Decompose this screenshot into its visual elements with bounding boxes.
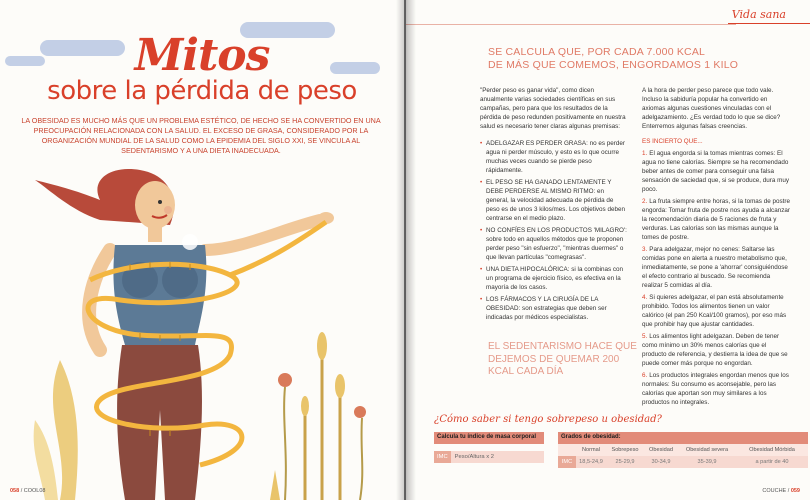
- headline-line-1: SE CALCULA QUE, POR CADA 7.000 KCAL: [488, 46, 706, 58]
- face: [135, 181, 175, 229]
- column-header: Obesidad severa: [685, 447, 729, 453]
- list-item-text: Los productos integrales engordan menos que los normales: Su consumo es aconsejable, pero las calorías que aportan son muy similares a los productos no integrales.: [642, 372, 789, 406]
- list-item-number: 1.: [642, 150, 648, 157]
- table-key: IMC: [558, 456, 576, 468]
- article-title: Mitos: [134, 30, 270, 81]
- list-item-text: en general, la velocidad adecuada de pérdida de peso es de unos 3 kilos/mes. Los objetivos deben centrarse en el medio plazo.: [486, 188, 625, 222]
- table-key: IMC: [434, 451, 451, 463]
- bmi-formula-table: [434, 432, 544, 463]
- myths-list: [642, 149, 792, 407]
- table-cell: 25-29,9: [615, 459, 635, 465]
- premises-list: [480, 139, 628, 322]
- list-item: [480, 226, 628, 262]
- article-subtitle: sobre la pérdida de peso: [47, 76, 357, 106]
- section-tab: [728, 6, 810, 24]
- column-right-intro: A la hora de perder peso parece que todo vale. Incluso la sabiduría popular ha convertido en axiomas algunas cuestiones vinculadas con el adelgazamiento. ¿Es verdad todo lo que se dice? Enterremos algunas falsas creencias.: [642, 87, 781, 130]
- table-cell: a partir de 40: [755, 459, 789, 465]
- list-item-text: La fruta siempre entre horas, si la tomas de postre engorda: Tomar fruta de postre nos ayuda a alcanzar la recomendación diaria de 5 raciones de fruta y verduras. Las calorías son las mismas aunque la tomes de postre.: [642, 198, 790, 241]
- list-item: [480, 139, 628, 175]
- column-header: Normal: [581, 447, 601, 453]
- column-right: [642, 86, 792, 410]
- table-header: Calcula tu índice de masa corporal: [434, 432, 544, 444]
- plant-right: [270, 332, 366, 500]
- myths-heading: ES INCIERTO QUE...: [642, 138, 703, 145]
- list-item-text: si la combinas con un programa de ejercicio físico, es efectiva en la mayoría de los casos.: [486, 266, 624, 291]
- plant-left: [34, 360, 78, 500]
- list-item: [480, 178, 628, 223]
- table-cell: 18,5-24,9: [579, 459, 603, 465]
- list-item-lead: LOS FÁRMACOS Y LA CIRUGÍA DE LA OBESIDAD:: [486, 296, 599, 312]
- left-page: [0, 0, 404, 500]
- quiz-title: ¿Cómo saber si tengo sobrepeso u obesidad?: [434, 414, 662, 425]
- table-row: [434, 451, 544, 463]
- table-cell: 30-34,9: [651, 459, 671, 465]
- column-left: [480, 86, 628, 325]
- list-item: [480, 265, 628, 292]
- table-cell: 35-39,9: [697, 459, 717, 465]
- obesity-grades-table: [558, 432, 808, 468]
- headline-line-2: DE MÁS QUE COMEMOS, ENGORDAMOS 1 KILO: [488, 59, 739, 71]
- section-rule: [406, 24, 736, 25]
- list-item-text: sobre todo en aquellos métodos que te proponen perder peso "sin esfuerzo", "mientras duermes" o que llevan partículas "comegrasas".: [486, 236, 624, 261]
- column-header: Obesidad Mórbida: [749, 447, 795, 453]
- pull-quote: EL SEDENTARISMO HACE QUE DEJEMOS DE QUEMAR 200 KCAL CADA DÍA: [488, 341, 637, 377]
- list-item: [642, 293, 792, 329]
- column-header: Sobrepeso: [611, 447, 639, 453]
- list-item-number: 2.: [642, 198, 648, 205]
- woman-measuring-tape-illustration: [30, 150, 400, 500]
- column-left-intro: "Perder peso es ganar vida", como dicen anualmente varias sociedades científicas en sus campañas, pero para que los resultados de la pérdida de peso redunden positivamente en nuestra salud es necesario tener claras algunas premisas:: [480, 87, 626, 130]
- list-item-lead: NO CONFÍES EN LOS PRODUCTOS 'MILAGRO':: [486, 227, 627, 234]
- column-header: Obesidad: [649, 447, 673, 453]
- table-header: Grados de obesidad:: [558, 432, 808, 444]
- list-item-text: no es perder agua ni perder músculo, y esto es lo que ocurre muchas veces cuando se pierde peso rápidamente.: [486, 140, 625, 174]
- list-item-text: El agua engorda si la tomas mientras comes: El agua no tiene calorías. Siempre se ha recomendado beber antes de comer para conseguir una falsa sensación de saciedad que, si se produce, dura muy poco.: [642, 150, 790, 193]
- list-item-text: son estrategias que deben ser indicadas por médicos especialistas.: [486, 305, 607, 321]
- right-page: [406, 0, 810, 500]
- list-item: [642, 245, 792, 290]
- list-item-number: 4.: [642, 294, 648, 301]
- table-columns: [558, 444, 808, 456]
- right-folio: COUCHE / 059: [762, 488, 800, 494]
- list-item: [642, 332, 792, 368]
- top: [113, 245, 206, 345]
- list-item: [480, 295, 628, 322]
- list-item-lead: EL PESO SE HA GANADO LENTAMENTE Y DEBE PERDERSE AL MISMO RITMO:: [486, 179, 612, 195]
- left-folio: 058 / COOL08: [10, 488, 46, 494]
- list-item: [642, 371, 792, 407]
- section-label: Vida sana: [731, 8, 786, 21]
- list-item: [642, 149, 792, 194]
- list-item: [642, 197, 792, 242]
- list-item-number: 5.: [642, 333, 648, 340]
- table-value: Peso/Altura x 2: [454, 454, 494, 460]
- headline: [488, 46, 808, 72]
- list-item-text: Si quieres adelgazar, el pan está absolutamente prohibido. Todos los alimentos tienen un valor calórico (el pan 250 Kcal/100 gramos), por eso más que prohibir hay que ajustar cantidades.: [642, 294, 787, 328]
- table-row: [558, 456, 808, 468]
- article-intro: LA OBESIDAD ES MUCHO MÁS QUE UN PROBLEMA ESTÉTICO, DE HECHO SE HA CONVERTIDO EN UNA PREOCUPACIÓN RELACIONADA CON LA SALUD. EL EXCESO DE GRASA, CONSIDERADO POR LA ORGANIZACIÓN MUNDIAL DE LA SALUD COMO LA EPIDEMIA DEL SIGLO XXI, SE VINCULA AL SEDENTARISMO Y A UNA DIETA INADECUADA.: [21, 116, 381, 155]
- list-item-lead: ADELGAZAR ES PERDER GRASA:: [486, 140, 588, 147]
- list-item-text: Los alimentos light adelgazan. Deben de tener como mínimo un 30% menos calorías que el producto de referencia, y destierra la idea de que se puede comer más porque no engordan.: [642, 333, 788, 367]
- list-item-text: Para adelgazar, mejor no cenes: Saltarse las comidas pone en alerta a nuestro metabolismo que, inmediatamente, se pone a 'ahorrar' consiguiéndose el efecto contrario al buscado. Se recomienda realizar 5 comidas al día.: [642, 246, 788, 289]
- list-item-lead: UNA DIETA HIPOCALÓRICA:: [486, 266, 570, 273]
- list-item-number: 3.: [642, 246, 648, 253]
- list-item-number: 6.: [642, 372, 648, 379]
